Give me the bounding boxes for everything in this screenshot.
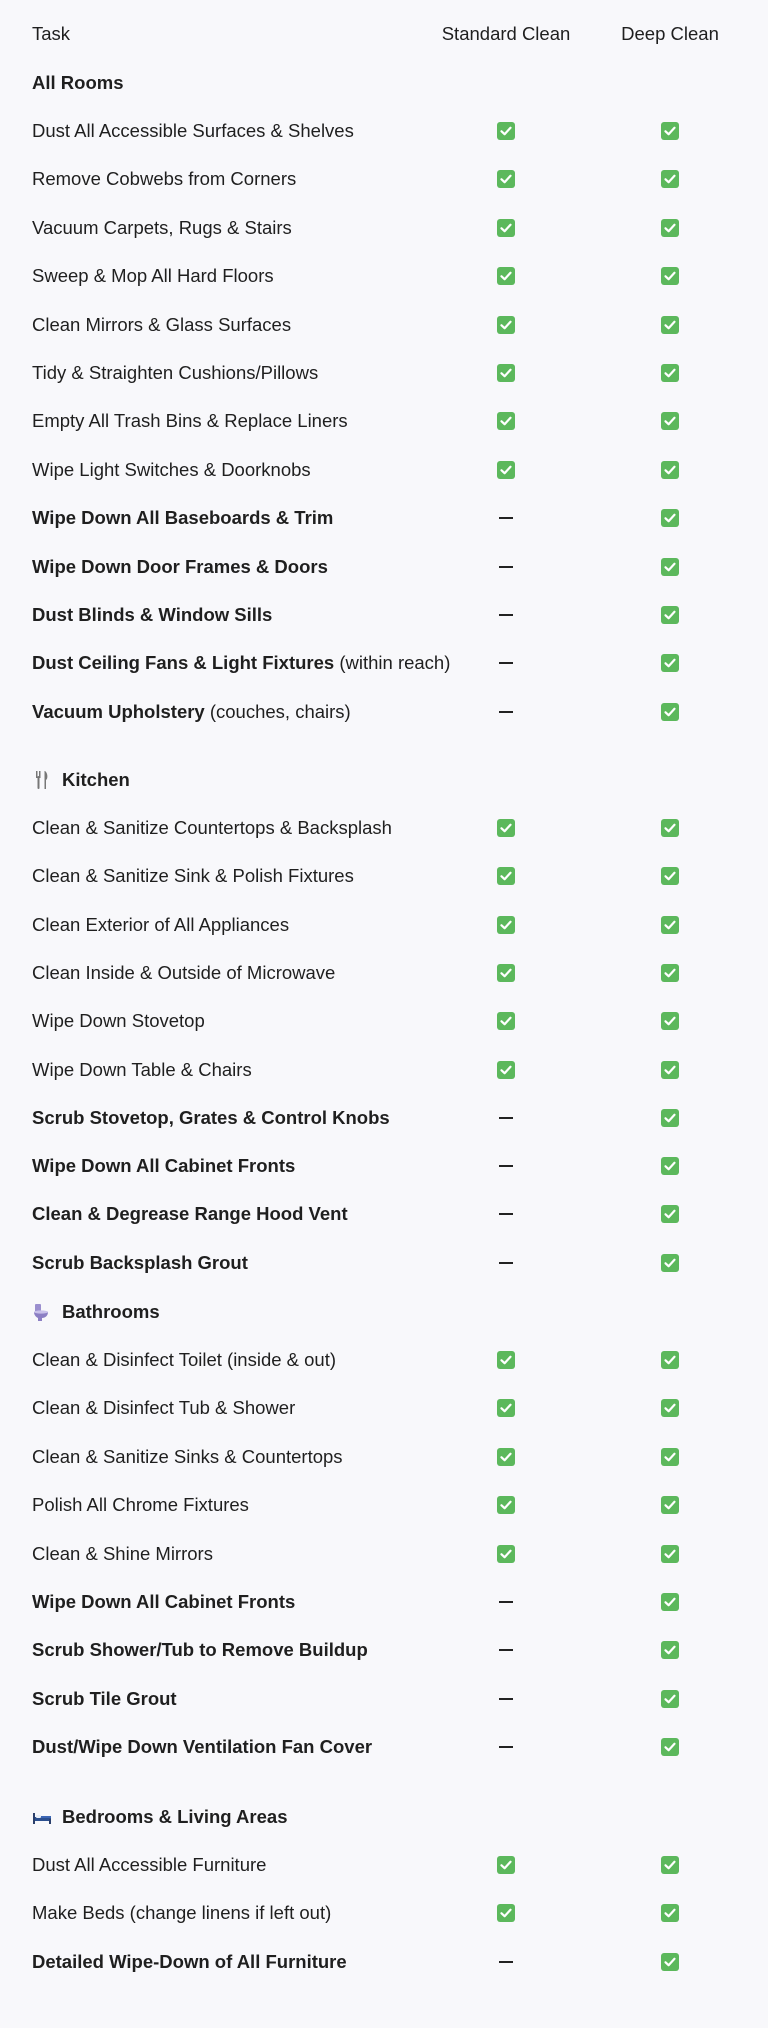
check-icon xyxy=(661,654,679,672)
standard-clean-cell xyxy=(497,1856,515,1874)
table-row xyxy=(0,1845,768,1885)
table-row xyxy=(0,1050,768,1090)
check-icon xyxy=(661,267,679,285)
task-label: Scrub Backsplash Grout xyxy=(32,1251,248,1273)
table-row xyxy=(0,159,768,199)
check-icon xyxy=(497,461,515,479)
task-cell xyxy=(32,1397,295,1419)
task-label: Scrub Stovetop, Grates & Control Knobs xyxy=(32,1106,390,1128)
dash-icon xyxy=(499,1213,513,1215)
dash-icon xyxy=(499,1601,513,1603)
task-cell xyxy=(32,556,328,578)
table-row xyxy=(0,450,768,490)
task-cell xyxy=(32,362,318,384)
deep-clean-cell xyxy=(661,964,679,982)
task-cell xyxy=(32,314,291,336)
table-row xyxy=(0,1485,768,1525)
deep-clean-cell xyxy=(661,1351,679,1369)
section-header xyxy=(0,1292,768,1332)
table-row xyxy=(0,905,768,945)
deep-clean-cell xyxy=(661,654,679,672)
table-row xyxy=(0,1340,768,1380)
check-icon xyxy=(497,1399,515,1417)
standard-clean-cell xyxy=(497,364,515,382)
task-cell xyxy=(32,168,296,190)
check-icon xyxy=(661,1254,679,1272)
deep-clean-cell xyxy=(661,412,679,430)
task-label: Dust Ceiling Fans & Light Fixtures xyxy=(32,652,335,674)
deep-clean-cell xyxy=(661,1545,679,1563)
table-row xyxy=(0,1437,768,1477)
check-icon xyxy=(661,1399,679,1417)
standard-clean-cell xyxy=(499,1649,513,1651)
check-icon xyxy=(661,1351,679,1369)
task-cell xyxy=(32,1494,249,1516)
deep-clean-cell xyxy=(661,1448,679,1466)
task-cell xyxy=(32,1688,177,1710)
check-icon xyxy=(497,1496,515,1514)
table-row xyxy=(0,595,768,635)
task-note: (within reach) xyxy=(334,652,451,674)
task-label: Detailed Wipe-Down of All Furniture xyxy=(32,1950,347,1972)
standard-clean-cell xyxy=(497,964,515,982)
task-label: Clean Exterior of All Appliances xyxy=(32,913,290,935)
deep-clean-cell xyxy=(661,219,679,237)
table-row xyxy=(0,692,768,732)
task-label: Dust All Accessible Surfaces & Shelves xyxy=(32,120,354,141)
check-icon xyxy=(661,1953,679,1971)
task-cell xyxy=(32,962,335,984)
task-cell xyxy=(32,1010,205,1032)
standard-clean-cell xyxy=(497,219,515,237)
table-header xyxy=(0,14,768,54)
deep-clean-cell xyxy=(661,461,679,479)
deep-clean-cell xyxy=(661,1012,679,1030)
check-icon xyxy=(661,1690,679,1708)
deep-clean-cell xyxy=(661,1254,679,1272)
task-label: Scrub Tile Grout xyxy=(32,1687,177,1709)
header-standard-clean: Standard Clean xyxy=(441,23,571,44)
task-label: Wipe Down Stovetop xyxy=(32,1010,205,1032)
check-icon xyxy=(661,964,679,982)
task-cell xyxy=(32,265,274,287)
check-icon xyxy=(661,1205,679,1223)
table-row xyxy=(0,498,768,538)
deep-clean-cell xyxy=(661,1061,679,1079)
deep-clean-cell xyxy=(661,1157,679,1175)
task-label: Vacuum Carpets, Rugs & Stairs xyxy=(32,216,292,238)
deep-clean-cell xyxy=(661,1109,679,1127)
toilet-icon xyxy=(32,1302,52,1322)
task-label: Clean & Disinfect Toilet (inside & out) xyxy=(32,1349,337,1370)
section-title-label: Kitchen xyxy=(62,769,130,790)
task-cell xyxy=(32,865,354,887)
standard-clean-cell xyxy=(497,1351,515,1369)
task-label: Dust All Accessible Furniture xyxy=(32,1854,267,1875)
standard-clean-cell xyxy=(499,1213,513,1215)
dash-icon xyxy=(499,1165,513,1167)
check-icon xyxy=(497,1856,515,1874)
section-title-label: Bathrooms xyxy=(62,1301,160,1322)
task-cell xyxy=(32,217,292,239)
dash-icon xyxy=(499,1698,513,1700)
table-row xyxy=(0,1727,768,1767)
deep-clean-cell xyxy=(661,170,679,188)
standard-clean-cell xyxy=(499,711,513,713)
standard-clean-cell xyxy=(499,1262,513,1264)
check-icon xyxy=(661,1061,679,1079)
check-icon xyxy=(661,1448,679,1466)
deep-clean-cell xyxy=(661,364,679,382)
check-icon xyxy=(497,122,515,140)
check-icon xyxy=(661,867,679,885)
deep-clean-cell xyxy=(661,1593,679,1611)
fork-knife-icon xyxy=(32,770,52,790)
task-label: Wipe Down All Cabinet Fronts xyxy=(32,1155,296,1177)
standard-clean-cell xyxy=(497,819,515,837)
check-icon xyxy=(661,1109,679,1127)
task-cell xyxy=(32,459,311,481)
section-title-label: All Rooms xyxy=(32,72,124,93)
deep-clean-cell xyxy=(661,1496,679,1514)
check-icon xyxy=(497,1545,515,1563)
task-cell xyxy=(32,1902,331,1924)
dash-icon xyxy=(499,1262,513,1264)
check-icon xyxy=(661,1904,679,1922)
deep-clean-cell xyxy=(661,819,679,837)
check-icon xyxy=(661,1738,679,1756)
task-label: Wipe Down All Cabinet Fronts xyxy=(32,1591,296,1612)
check-icon xyxy=(497,1351,515,1369)
task-cell xyxy=(32,1736,372,1758)
task-cell xyxy=(32,410,348,432)
task-cell xyxy=(32,914,289,936)
task-label: Scrub Shower/Tub to Remove Buildup xyxy=(32,1639,368,1661)
task-cell xyxy=(32,817,392,839)
check-icon xyxy=(661,1012,679,1030)
table-row xyxy=(0,547,768,587)
deep-clean-cell xyxy=(661,867,679,885)
standard-clean-cell xyxy=(497,1496,515,1514)
standard-clean-cell xyxy=(497,461,515,479)
dash-icon xyxy=(499,517,513,519)
standard-clean-cell xyxy=(497,316,515,334)
standard-clean-cell xyxy=(497,916,515,934)
task-label: Clean & Shine Mirrors xyxy=(32,1542,213,1564)
deep-clean-cell xyxy=(661,1856,679,1874)
task-label: Sweep & Mop All Hard Floors xyxy=(32,265,274,287)
check-icon xyxy=(661,412,679,430)
check-icon xyxy=(661,1157,679,1175)
standard-clean-cell xyxy=(499,1746,513,1748)
task-label: Empty All Trash Bins & Replace Liners xyxy=(32,410,348,432)
check-icon xyxy=(661,316,679,334)
deep-clean-cell xyxy=(661,267,679,285)
task-cell xyxy=(32,1639,368,1661)
section-title xyxy=(32,769,130,791)
task-label: Wipe Light Switches & Doorknobs xyxy=(32,458,311,480)
table-row xyxy=(0,1942,768,1982)
standard-clean-cell xyxy=(499,614,513,616)
deep-clean-cell xyxy=(661,1738,679,1756)
task-cell xyxy=(32,1252,248,1274)
standard-clean-cell xyxy=(497,1012,515,1030)
deep-clean-cell xyxy=(661,606,679,624)
deep-clean-cell xyxy=(661,1641,679,1659)
check-icon xyxy=(497,219,515,237)
task-label: Remove Cobwebs from Corners xyxy=(32,168,297,190)
check-icon xyxy=(661,703,679,721)
table-row xyxy=(0,1630,768,1670)
standard-clean-cell xyxy=(497,1904,515,1922)
dash-icon xyxy=(499,1746,513,1748)
dash-icon xyxy=(499,1961,513,1963)
check-icon xyxy=(661,1593,679,1611)
task-cell xyxy=(32,1349,336,1371)
standard-clean-cell xyxy=(499,566,513,568)
header-task: Task xyxy=(32,23,71,44)
check-icon xyxy=(497,1061,515,1079)
check-icon xyxy=(497,964,515,982)
check-icon xyxy=(661,1641,679,1659)
table-row xyxy=(0,953,768,993)
check-icon xyxy=(661,1496,679,1514)
table-row xyxy=(0,1194,768,1234)
check-icon xyxy=(497,267,515,285)
check-icon xyxy=(497,916,515,934)
standard-clean-cell xyxy=(499,1117,513,1119)
deep-clean-cell xyxy=(661,1205,679,1223)
task-cell xyxy=(32,604,272,626)
check-icon xyxy=(661,122,679,140)
section-title xyxy=(32,1301,160,1323)
deep-clean-cell xyxy=(661,1904,679,1922)
task-label: Vacuum Upholstery xyxy=(32,700,205,722)
standard-clean-cell xyxy=(497,122,515,140)
task-cell xyxy=(32,701,351,723)
section-header xyxy=(0,1797,768,1837)
deep-clean-cell xyxy=(661,703,679,721)
task-cell xyxy=(32,1059,252,1081)
task-label: Clean & Sanitize Sink & Polish Fixtures xyxy=(32,865,354,887)
dash-icon xyxy=(499,1649,513,1651)
task-label: Clean Inside & Outside of Microwave xyxy=(32,961,336,983)
task-label: Clean & Sanitize Sinks & Countertops xyxy=(32,1445,343,1467)
task-cell xyxy=(32,1951,347,1973)
deep-clean-cell xyxy=(661,1690,679,1708)
task-label: Make Beds (change linens if left out) xyxy=(32,1902,332,1924)
task-cell xyxy=(32,1446,343,1468)
table-row xyxy=(0,353,768,393)
deep-clean-cell xyxy=(661,122,679,140)
table-row xyxy=(0,401,768,441)
table-row xyxy=(0,1582,768,1622)
check-icon xyxy=(661,461,679,479)
standard-clean-cell xyxy=(499,517,513,519)
table-row xyxy=(0,1534,768,1574)
section-title xyxy=(32,72,123,94)
task-cell xyxy=(32,1591,295,1613)
standard-clean-cell xyxy=(499,1698,513,1700)
deep-clean-cell xyxy=(661,1953,679,1971)
check-icon xyxy=(661,170,679,188)
task-cell xyxy=(32,1107,390,1129)
task-label: Clean Mirrors & Glass Surfaces xyxy=(32,313,292,335)
table-row xyxy=(0,256,768,296)
table-row xyxy=(0,1001,768,1041)
check-icon xyxy=(661,364,679,382)
standard-clean-cell xyxy=(497,1399,515,1417)
task-label: Dust/Wipe Down Ventilation Fan Cover xyxy=(32,1736,373,1758)
check-icon xyxy=(497,1012,515,1030)
task-label: Wipe Down Door Frames & Doors xyxy=(32,555,328,577)
task-label: Polish All Chrome Fixtures xyxy=(32,1494,249,1516)
task-label: Wipe Down All Baseboards & Trim xyxy=(32,507,334,529)
check-icon xyxy=(497,867,515,885)
task-label: Clean & Degrease Range Hood Vent xyxy=(32,1203,348,1225)
task-label: Clean & Disinfect Tub & Shower xyxy=(32,1397,296,1419)
section-title xyxy=(32,1806,287,1828)
table-row xyxy=(0,643,768,683)
check-icon xyxy=(497,819,515,837)
deep-clean-cell xyxy=(661,316,679,334)
standard-clean-cell xyxy=(499,1961,513,1963)
deep-clean-cell xyxy=(661,558,679,576)
standard-clean-cell xyxy=(497,412,515,430)
task-cell xyxy=(32,1543,213,1565)
table-row xyxy=(0,1146,768,1186)
header-deep-clean: Deep Clean xyxy=(621,23,719,44)
standard-clean-cell xyxy=(497,1061,515,1079)
task-cell xyxy=(32,652,450,674)
table-row xyxy=(0,1679,768,1719)
standard-clean-cell xyxy=(497,170,515,188)
task-label: Wipe Down Table & Chairs xyxy=(32,1058,252,1080)
check-icon xyxy=(661,1856,679,1874)
table-row xyxy=(0,111,768,151)
check-icon xyxy=(497,412,515,430)
check-icon xyxy=(497,1904,515,1922)
check-icon xyxy=(497,316,515,334)
standard-clean-cell xyxy=(497,1448,515,1466)
section-header xyxy=(0,63,768,103)
deep-clean-cell xyxy=(661,1399,679,1417)
task-label: Tidy & Straighten Cushions/Pillows xyxy=(32,362,319,383)
dash-icon xyxy=(499,566,513,568)
check-icon xyxy=(497,170,515,188)
task-cell xyxy=(32,1854,266,1876)
standard-clean-cell xyxy=(497,1545,515,1563)
dash-icon xyxy=(499,1117,513,1119)
check-icon xyxy=(497,1448,515,1466)
check-icon xyxy=(661,219,679,237)
standard-clean-cell xyxy=(497,867,515,885)
section-header xyxy=(0,760,768,800)
standard-clean-cell xyxy=(499,1601,513,1603)
dash-icon xyxy=(499,662,513,664)
task-label: Clean & Sanitize Countertops & Backsplash xyxy=(32,817,392,838)
task-cell xyxy=(32,120,354,142)
table-row xyxy=(0,305,768,345)
table-row xyxy=(0,1893,768,1933)
table-row xyxy=(0,1098,768,1138)
standard-clean-cell xyxy=(499,1165,513,1167)
table-row xyxy=(0,1388,768,1428)
check-icon xyxy=(661,558,679,576)
check-icon xyxy=(661,819,679,837)
table-row xyxy=(0,856,768,896)
task-cell xyxy=(32,1203,348,1225)
check-icon xyxy=(661,1545,679,1563)
check-icon xyxy=(497,364,515,382)
task-cell xyxy=(32,1155,295,1177)
check-icon xyxy=(661,509,679,527)
task-cell xyxy=(32,507,333,529)
table-row xyxy=(0,1243,768,1283)
task-note: (couches, chairs) xyxy=(204,700,351,722)
section-title-label: Bedrooms & Living Areas xyxy=(62,1806,288,1827)
table-row xyxy=(0,208,768,248)
standard-clean-cell xyxy=(499,662,513,664)
check-icon xyxy=(661,916,679,934)
check-icon xyxy=(661,606,679,624)
deep-clean-cell xyxy=(661,509,679,527)
task-label: Dust Blinds & Window Sills xyxy=(32,604,273,625)
dash-icon xyxy=(499,614,513,616)
standard-clean-cell xyxy=(497,267,515,285)
bed-icon xyxy=(32,1807,52,1827)
dash-icon xyxy=(499,711,513,713)
table-row xyxy=(0,808,768,848)
deep-clean-cell xyxy=(661,916,679,934)
